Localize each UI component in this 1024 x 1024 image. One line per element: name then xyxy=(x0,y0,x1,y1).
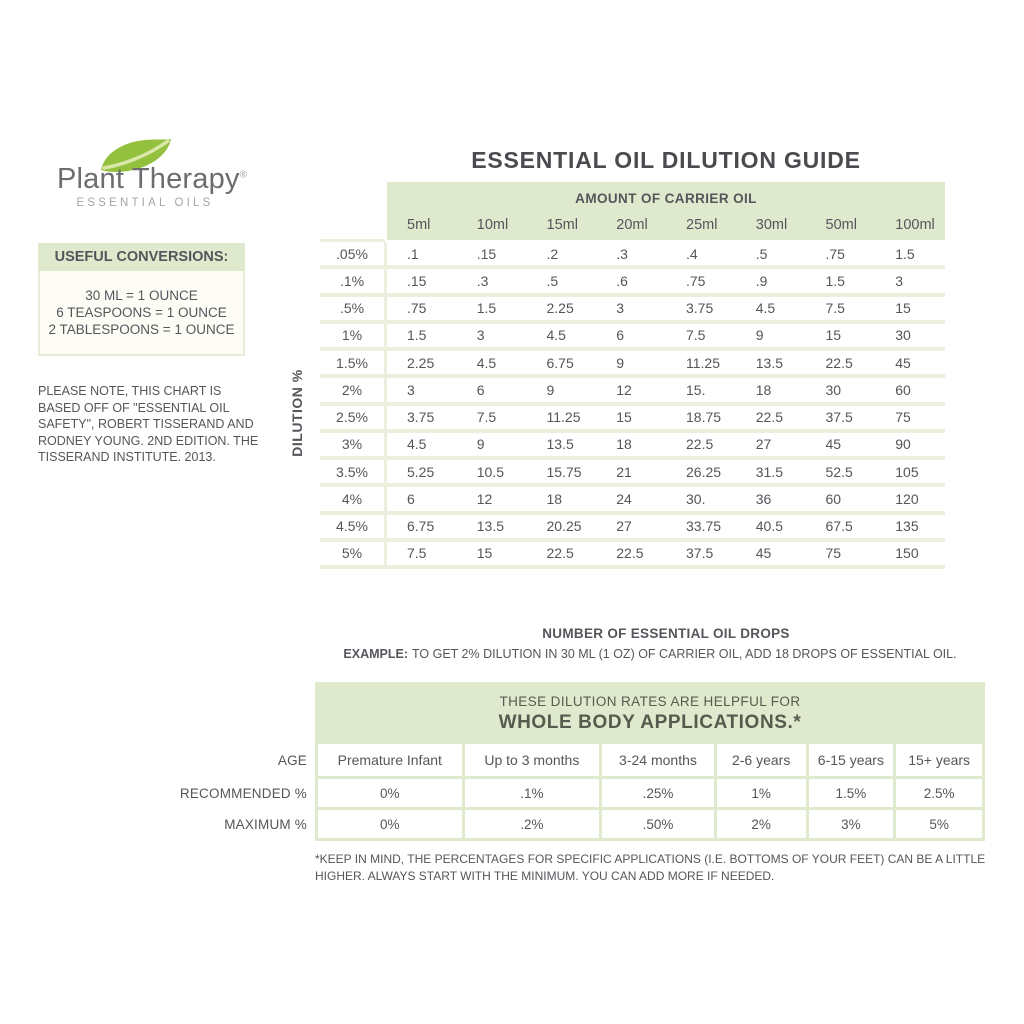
drops-value-cell: 20.25 xyxy=(546,518,582,535)
drops-value-cell: 37.5 xyxy=(686,545,714,562)
maximum-row-label: MAXIMUM % xyxy=(224,816,307,832)
drops-value-cell: 4.5 xyxy=(546,327,566,344)
dilution-percent-cell: 1% xyxy=(341,327,363,344)
carrier-column-header: 30ml xyxy=(755,216,788,233)
drops-value-cell: 10.5 xyxy=(476,463,504,480)
drops-value-cell: 22.5 xyxy=(825,354,853,371)
applications-row-labels xyxy=(30,744,307,838)
drops-value-cell: 36 xyxy=(755,490,772,507)
drops-value-cell: .2 xyxy=(546,245,559,262)
drops-value-cell: 18 xyxy=(546,490,563,507)
plant-therapy-logo xyxy=(57,136,248,216)
dilution-row xyxy=(320,269,945,296)
drops-value-cell: 15 xyxy=(476,545,493,562)
dilution-percent-cell: 3.5% xyxy=(336,463,368,480)
drops-value-cell: 6 xyxy=(476,381,485,398)
applications-grid xyxy=(318,744,982,838)
drops-value-cell: 15 xyxy=(895,300,911,317)
drops-value-cell: .6 xyxy=(616,272,628,289)
drops-value-cell: 1.5 xyxy=(476,300,497,317)
drops-value-cell: 30. xyxy=(686,490,706,507)
dilution-row xyxy=(320,460,945,487)
drops-value-cell: 1.5 xyxy=(407,327,427,344)
drops-value-cell: 3 xyxy=(616,300,625,317)
drops-value-cell: .4 xyxy=(686,245,698,262)
age-row-label: AGE xyxy=(277,752,307,768)
age-group-cell: Up to 3 months xyxy=(465,744,600,776)
conversion-item: 6 TEASPOONS = 1 OUNCE xyxy=(56,305,227,320)
drops-value-cell: 11.25 xyxy=(546,409,581,426)
dilution-row xyxy=(320,378,945,405)
dilution-percent-cell: 2.5% xyxy=(336,409,368,426)
drops-value-cell: 24 xyxy=(616,490,632,507)
drops-value-cell: 45 xyxy=(895,354,911,371)
drops-value-cell: 9 xyxy=(616,354,625,371)
drops-value-cell: 5.25 xyxy=(407,463,435,480)
applications-header-line1: THESE DILUTION RATES ARE HELPFUL FOR xyxy=(499,694,801,709)
drops-value-cell: 6 xyxy=(407,490,415,507)
whole-body-applications-box xyxy=(315,682,985,841)
carrier-column-header: 20ml xyxy=(616,216,648,233)
drops-value-cell: 33.75 xyxy=(686,518,722,535)
drops-value-cell: 150 xyxy=(895,545,919,562)
logo-subtitle: ESSENTIAL OILS xyxy=(76,197,214,209)
drops-value-cell: 135 xyxy=(895,518,919,535)
drops-value-cell: 13.5 xyxy=(546,436,574,453)
drops-value-cell: 21 xyxy=(616,463,632,480)
drops-value-cell: 15. xyxy=(686,381,706,398)
drops-value-cell: .3 xyxy=(616,245,628,262)
maximum-percent-cell: 0% xyxy=(318,810,462,838)
drops-value-cell: 22.5 xyxy=(546,545,574,562)
drops-value-cell: 7.5 xyxy=(825,300,845,317)
dilution-percent-cell: 2% xyxy=(341,381,363,398)
dilution-row xyxy=(320,297,945,324)
age-group-cell: 15+ years xyxy=(896,744,982,776)
drops-value-cell: 3 xyxy=(476,327,485,344)
drops-value-cell: 120 xyxy=(895,490,919,507)
drops-value-cell: 4.5 xyxy=(476,354,497,371)
drops-value-cell: 3 xyxy=(895,272,904,289)
dilution-percent-cell: .1% xyxy=(339,272,365,289)
example-text: TO GET 2% DILUTION IN 30 ML (1 OZ) OF CARRIER OIL, ADD 18 DROPS OF ESSENTIAL OIL. xyxy=(412,647,957,661)
drops-value-cell: 7.5 xyxy=(407,545,427,562)
dilution-percent-cell: 5% xyxy=(341,545,363,562)
drops-value-cell: .1 xyxy=(407,245,419,262)
drops-value-cell: 45 xyxy=(825,436,842,453)
drops-value-cell: .75 xyxy=(407,300,427,317)
drops-value-cell: 15 xyxy=(825,327,842,344)
dilution-percent-cell: 1.5% xyxy=(336,354,368,371)
recommended-percent-cell: 1% xyxy=(717,779,806,807)
drops-value-cell: 52.5 xyxy=(825,463,853,480)
maximum-percent-cell: 5% xyxy=(896,810,982,838)
drops-value-cell: 45 xyxy=(755,545,772,562)
dilution-percent-cell: 3% xyxy=(341,436,363,453)
dilution-row xyxy=(320,324,945,351)
conversion-item: 30 ML = 1 OUNCE xyxy=(85,288,198,303)
maximum-percent-cell: 3% xyxy=(809,810,894,838)
carrier-column-header: 15ml xyxy=(546,216,578,233)
dilution-row xyxy=(320,433,945,460)
drops-value-cell: .75 xyxy=(686,272,706,289)
dilution-row xyxy=(320,406,945,433)
drops-value-cell: 22.5 xyxy=(755,409,783,426)
carrier-column-header: 5ml xyxy=(407,216,431,233)
conversions-header: USEFUL CONVERSIONS: xyxy=(38,243,245,271)
drops-value-cell: 3 xyxy=(407,381,415,398)
applications-header-line2: WHOLE BODY APPLICATIONS.* xyxy=(498,712,802,733)
drops-value-cell: 7.5 xyxy=(476,409,497,426)
drops-value-cell: 60 xyxy=(895,381,911,398)
dilution-row xyxy=(320,487,945,514)
drops-value-cell: 30 xyxy=(825,381,842,398)
drops-value-cell: 3.75 xyxy=(686,300,714,317)
drops-value-cell: 6.75 xyxy=(407,518,435,535)
dilution-row xyxy=(320,351,945,378)
carrier-oil-title: AMOUNT OF CARRIER OIL xyxy=(575,191,757,206)
source-note: PLEASE NOTE, THIS CHART IS BASED OFF OF "ESSENTIAL OIL SAFETY", ROBERT TISSERAND AND RODNEY YOUNG. 2ND EDITION. THE TISSERAND INSTITUTE. 2013. xyxy=(38,384,259,464)
logo-wordmark xyxy=(57,163,248,196)
drops-value-cell: 18 xyxy=(755,381,772,398)
age-group-cell: 6-15 years xyxy=(809,744,894,776)
drops-value-cell: 9 xyxy=(546,381,555,398)
drops-value-cell: 3.75 xyxy=(407,409,435,426)
drops-value-cell: 26.25 xyxy=(686,463,722,480)
drops-title: NUMBER OF ESSENTIAL OIL DROPS xyxy=(542,626,790,641)
drops-value-cell: 6 xyxy=(616,327,625,344)
dilution-percent-cell: 4.5% xyxy=(336,518,368,535)
dilution-row xyxy=(320,242,945,269)
drops-value-cell: 75 xyxy=(825,545,842,562)
drops-value-cell: .9 xyxy=(755,272,768,289)
drops-value-cell: .15 xyxy=(476,245,497,262)
dilution-percent-cell: .5% xyxy=(339,300,365,317)
drops-value-cell: 12 xyxy=(616,381,632,398)
example-label: EXAMPLE: xyxy=(343,647,408,661)
drops-value-cell: .5 xyxy=(546,272,559,289)
drops-value-cell: .75 xyxy=(825,245,845,262)
dilution-percent-cell: 4% xyxy=(341,490,363,507)
dilution-axis-label: DILUTION % xyxy=(289,369,305,457)
drops-value-cell: 31.5 xyxy=(755,463,783,480)
dilution-percent-cell: .05% xyxy=(336,245,368,262)
registered-mark: ® xyxy=(239,169,248,181)
recommended-percent-cell: 0% xyxy=(318,779,462,807)
carrier-columns xyxy=(387,209,945,240)
drops-value-cell: 22.5 xyxy=(616,545,644,562)
drops-value-cell: .15 xyxy=(407,272,427,289)
drops-value-cell: 67.5 xyxy=(825,518,853,535)
age-group-cell: 3-24 months xyxy=(602,744,714,776)
drops-value-cell: 15 xyxy=(616,409,632,426)
drops-value-cell: 9 xyxy=(755,327,764,344)
useful-conversions-box xyxy=(38,243,245,356)
drops-value-cell: 18 xyxy=(616,436,632,453)
drops-value-cell: 4.5 xyxy=(755,300,776,317)
recommended-percent-cell: .1% xyxy=(465,779,600,807)
maximum-percent-cell: .50% xyxy=(602,810,714,838)
dilution-row xyxy=(320,515,945,542)
drops-value-cell: 18.75 xyxy=(686,409,722,426)
age-group-cell: Premature Infant xyxy=(318,744,462,776)
drops-value-cell: 1.5 xyxy=(825,272,845,289)
drops-value-cell: 13.5 xyxy=(476,518,504,535)
drops-value-cell: 2.25 xyxy=(546,300,574,317)
maximum-percent-cell: .2% xyxy=(465,810,600,838)
recommended-row-label: RECOMMENDED % xyxy=(179,785,307,801)
applications-footnote: *KEEP IN MIND, THE PERCENTAGES FOR SPECIFIC APPLICATIONS (I.E. BOTTOMS OF YOUR FEET) CAN BE A LITTLE HIGHER. ALWAYS START WITH THE MINIMUM. YOU CAN ADD MORE IF NEEDED. xyxy=(315,852,986,883)
drops-value-cell: 4.5 xyxy=(407,436,427,453)
carrier-column-header: 10ml xyxy=(476,216,509,233)
drops-value-cell: 60 xyxy=(825,490,842,507)
drops-value-cell: 27 xyxy=(616,518,632,535)
drops-value-cell: 22.5 xyxy=(686,436,714,453)
dilution-rows xyxy=(320,242,945,569)
drops-value-cell: 15.75 xyxy=(546,463,582,480)
conversions-body xyxy=(38,271,245,356)
drops-value-cell: 7.5 xyxy=(686,327,706,344)
drops-value-cell: 27 xyxy=(755,436,772,453)
drops-value-cell: 12 xyxy=(476,490,493,507)
drops-value-cell: 37.5 xyxy=(825,409,853,426)
drops-value-cell: 9 xyxy=(476,436,485,453)
recommended-percent-cell: 1.5% xyxy=(809,779,894,807)
example-line xyxy=(300,647,1000,661)
logo-name-text: Plant Therapy xyxy=(57,163,240,195)
dilution-row xyxy=(320,542,945,569)
drops-value-cell: 90 xyxy=(895,436,911,453)
carrier-column-header: 25ml xyxy=(686,216,718,233)
drops-value-cell: 40.5 xyxy=(755,518,783,535)
drops-value-cell: .3 xyxy=(476,272,489,289)
drops-value-cell: 1.5 xyxy=(895,245,915,262)
drops-value-cell: 75 xyxy=(895,409,911,426)
drops-value-cell: 6.75 xyxy=(546,354,574,371)
carrier-oil-header xyxy=(387,182,945,240)
drops-value-cell: 11.25 xyxy=(686,354,720,371)
drops-value-cell: 13.5 xyxy=(755,354,783,371)
maximum-percent-cell: 2% xyxy=(717,810,806,838)
carrier-column-header: 50ml xyxy=(825,216,857,233)
conversion-item: 2 TABLESPOONS = 1 OUNCE xyxy=(48,322,235,337)
carrier-column-header: 100ml xyxy=(895,216,935,233)
drops-value-cell: 30 xyxy=(895,327,911,344)
recommended-percent-cell: .25% xyxy=(602,779,714,807)
recommended-percent-cell: 2.5% xyxy=(896,779,982,807)
age-group-cell: 2-6 years xyxy=(717,744,806,776)
drops-value-cell: 2.25 xyxy=(407,354,435,371)
page-title: ESSENTIAL OIL DILUTION GUIDE xyxy=(471,147,861,173)
drops-value-cell: 105 xyxy=(895,463,919,480)
drops-value-cell: .5 xyxy=(755,245,768,262)
